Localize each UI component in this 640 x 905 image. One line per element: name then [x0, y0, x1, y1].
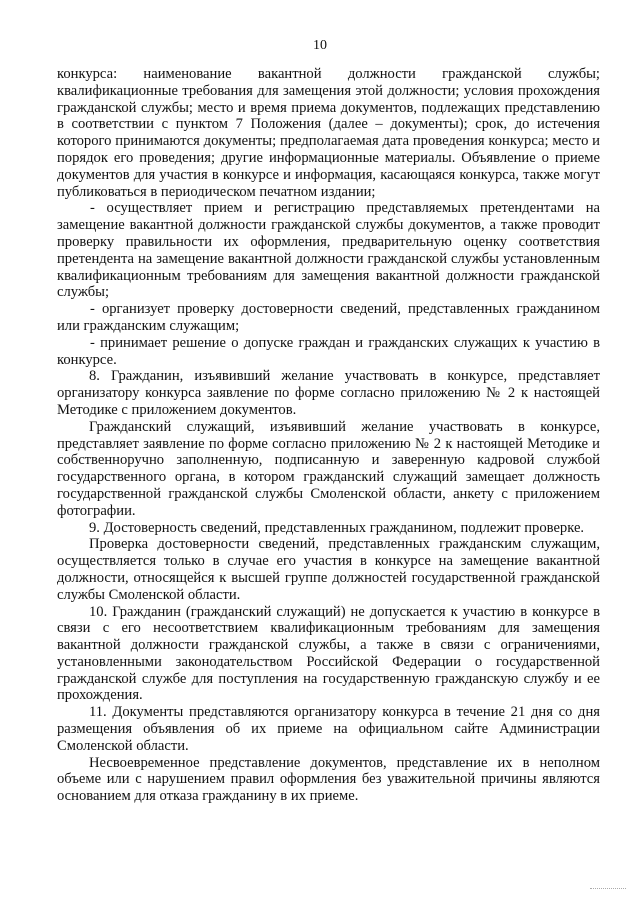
paragraph-list-item: - принимает решение о допуске граждан и гражданских служащих к участию в конкурсе. — [57, 334, 600, 368]
paragraph-continuation: конкурса: наименование вакантной должности гражданской службы; квалификационные требования для замещения этой должности; условия прохождения гражданской службы; место и время приема документов, подлежащих представлению в соответствии с пунктом 7 Положения (далее – документы); срок, до истечения которого принимаются документы; предполагаемая дата проведения конкурса; место и порядок его проведения; другие информационные материалы. Объявление о приеме документов для участия в конкурсе и информация, касающаяся конкурса, также могут публиковаться в периодическом печатном издании; — [57, 66, 600, 200]
document-body — [57, 66, 600, 805]
paragraph: Несвоевременное представление документов, представление их в неполном объеме или с нарушением правил оформления без уважительной причины являются основанием для отказа гражданину в их приеме. — [57, 754, 600, 805]
paragraph-clause-8: 8. Гражданин, изъявивший желание участвовать в конкурсе, представляет организатору конкурса заявление по форме согласно приложению № 2 к настоящей Методике с приложением документов. — [57, 368, 600, 418]
paragraph: Гражданский служащий, изъявивший желание участвовать в конкурсе, представляет заявление по форме согласно приложению № 2 к настоящей Методике и собственноручно заполненную, подписанную и заверенную кадровой службой государственного органа, в котором гражданский служащий замещает должность государственной гражданской службы Смоленской области, анкету с приложением фотографии. — [57, 418, 600, 519]
paragraph-list-item: - организует проверку достоверности сведений, представленных гражданином или гражданским служащим; — [57, 301, 600, 334]
paragraph-list-item: - осуществляет прием и регистрацию представляемых претендентами на замещение вакантной должности гражданской службы документов, а также проводит проверку правильности их оформления, предварительную оценку соответствия претендента на замещение вакантной должности гражданской службы установленным квалификационным требованиям для замещения вакантной должности гражданской службы; — [57, 200, 600, 301]
scan-artifact — [590, 888, 626, 891]
paragraph-clause-11: 11. Документы представляются организатору конкурса в течение 21 дня со дня размещения объявления об их приеме на официальном сайте Администрации Смоленской области. — [57, 704, 600, 754]
paragraph: Проверка достоверности сведений, представленных гражданским служащим, осуществляется только в случае его участия в конкурсе на замещение вакантной должности, относящейся к высшей группе должностей государственной гражданской службы Смоленской области. — [57, 536, 600, 603]
paragraph-clause-10: 10. Гражданин (гражданский служащий) не допускается к участию в конкурсе в связи с его несоответствием квалификационным требованиям для замещения вакантной должности гражданской службы, а также в связи с ограничениями, установленными законодательством Российской Федерации о государственной гражданской службе для поступления на государственную гражданскую службу и ее прохождения. — [57, 603, 600, 704]
paragraph-clause-9: 9. Достоверность сведений, представленных гражданином, подлежит проверке. — [89, 519, 585, 536]
page-number: 10 — [313, 38, 327, 53]
